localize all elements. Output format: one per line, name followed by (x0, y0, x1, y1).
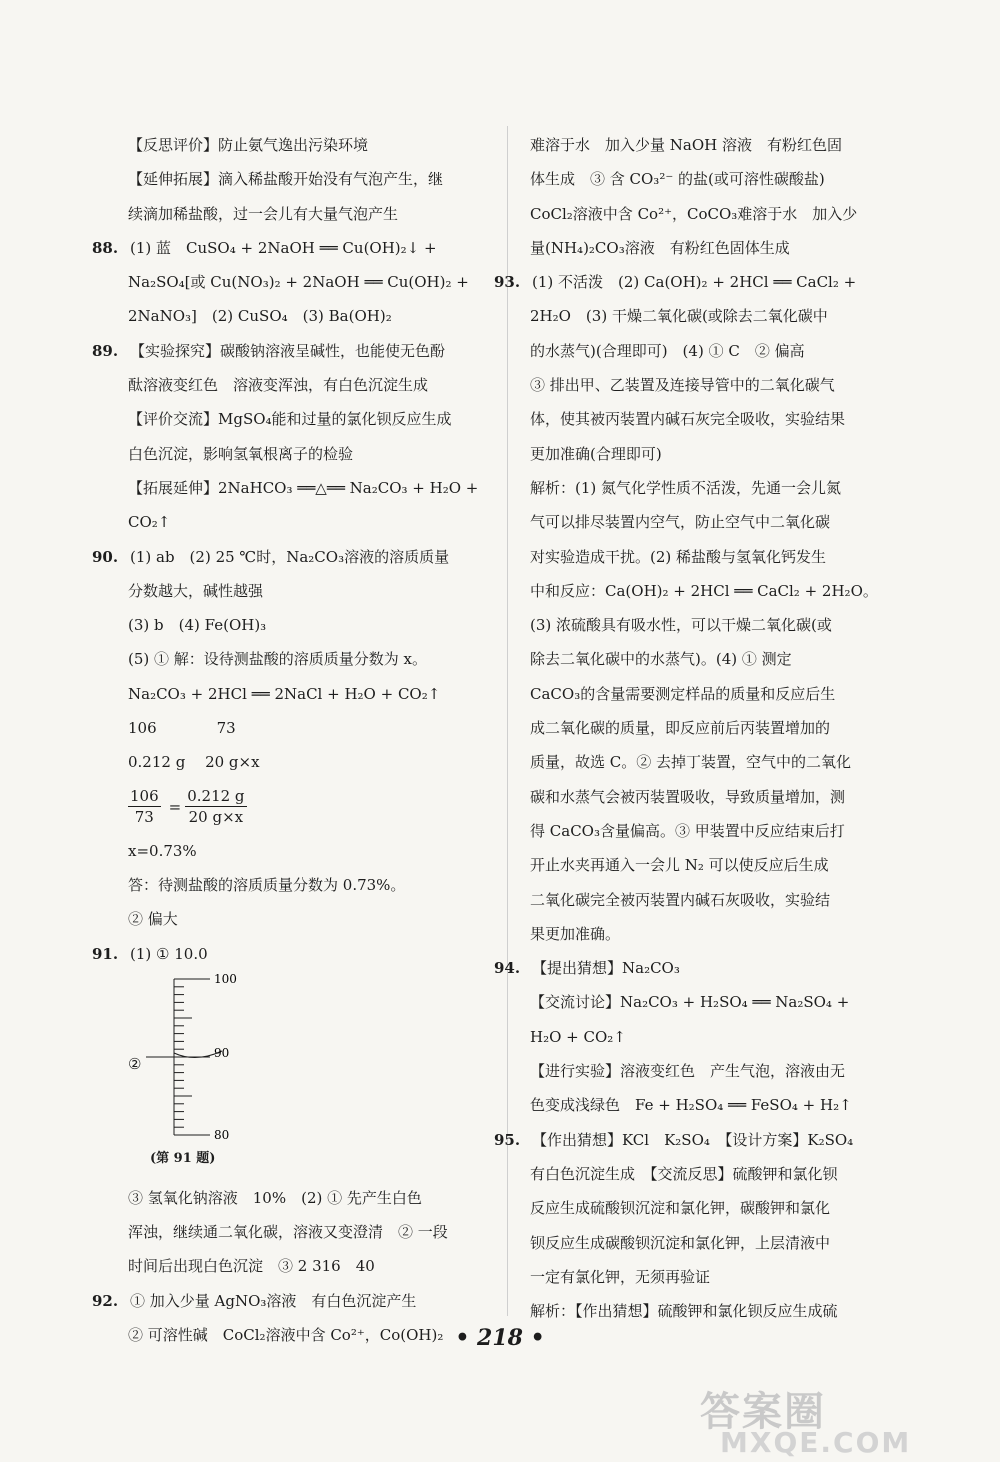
watermark-text: 答案圈 (700, 1389, 826, 1435)
text-line (530, 505, 905, 539)
line-text: 的水蒸气)(合理即可) (4) ① C ② 偏高 (530, 341, 805, 360)
figure-label: ② (128, 1054, 142, 1073)
line-text: 【实验探究】碳酸钠溶液呈碱性，也能使无色酚 (130, 341, 446, 360)
text-line (128, 608, 488, 642)
line-text: 有白色沉淀生成 【交流反思】硫酸钾和氯化钡 (530, 1164, 838, 1183)
text-line (128, 1215, 488, 1249)
text-line (128, 162, 488, 196)
text-line (530, 1020, 905, 1054)
line-text: 时间后出现白色沉淀 ③ 2 316 40 (128, 1257, 375, 1276)
question-number: 90. (92, 547, 119, 566)
text-line (128, 642, 488, 676)
question-number: 93. (494, 273, 521, 292)
tick-label-100: 100 (214, 971, 237, 986)
text-line (530, 1157, 905, 1191)
text-line (530, 162, 905, 196)
text-line (92, 334, 488, 368)
text-line (128, 437, 488, 471)
line-text: 【进行实验】溶液变红色 产生气泡，溶液由无 (530, 1062, 846, 1081)
line-text: 【交流讨论】Na₂CO₃ + H₂SO₄ ══ Na₂SO₄ + (530, 993, 850, 1012)
text-line (128, 1181, 488, 1215)
line-text: 【反思评价】防止氨气逸出污染环境 (128, 136, 369, 154)
text-line (530, 780, 905, 814)
line-text: 气可以排尽装置内空气，防止空气中二氧化碳 (530, 513, 831, 532)
text-line (128, 299, 488, 333)
line-text: 答：待测盐酸的溶质质量分数为 0.73%。 (128, 875, 406, 894)
left-column (92, 128, 488, 1352)
text-line (92, 937, 488, 971)
text-line (128, 574, 488, 608)
line-text: 更加准确(合理即可) (530, 444, 662, 463)
line-text: (3) 浓硫酸具有吸水性，可以干燥二氧化碳(或 (530, 616, 832, 635)
text-line (530, 368, 905, 402)
line-text: 碳和水蒸气会被丙装置吸收，导致质量增加，测 (530, 787, 846, 806)
line-text: CoCl₂溶液中含 Co²⁺，CoCO₃难溶于水 加入少 (530, 204, 858, 223)
line-text: 续滴加稀盐酸，过一会儿有大量气泡产生 (128, 204, 399, 223)
line-text: (1) 蓝 CuSO₄ + 2NaOH ══ Cu(OH)₂↓ + (130, 238, 437, 257)
text-line (530, 1294, 905, 1328)
graduated-cylinder-figure (128, 971, 488, 1181)
text-line (530, 642, 905, 676)
line-text: 酞溶液变红色 溶液变浑浊，有白色沉淀生成 (128, 376, 429, 395)
line-text: CO₂↑ (128, 513, 171, 532)
line-text: 量(NH₄)₂CO₃溶液 有粉红色固体生成 (530, 238, 790, 257)
line-text: (5) ① 解：设待测盐酸的溶质质量分数为 x。 (128, 650, 428, 669)
text-line (530, 1226, 905, 1260)
line-text: 解析：【作出猜想】硫酸钾和氯化钡反应生成硫 (530, 1302, 838, 1321)
line-text: 质量，故选 C。② 去掉丁装置，空气中的二氧化 (530, 753, 852, 772)
fraction-a: $\frac{106}{73}$ (130, 787, 159, 827)
question-number: 95. (494, 1130, 521, 1149)
text-line (92, 540, 488, 574)
line-text: 对实验造成干扰。(2) 稀盐酸与氢氧化钙发生 (530, 547, 827, 566)
line-text: ① 加入少量 AgNO₃溶液 有白色沉淀产生 (130, 1291, 417, 1310)
text-line (128, 471, 488, 505)
watermark-logo (640, 1380, 1000, 1460)
text-line (530, 1191, 905, 1225)
line-text: 得 CaCO₃含量偏高。③ 甲装置中反应结束后打 (530, 821, 845, 840)
text-line (530, 814, 905, 848)
line-text: H₂O + CO₂↑ (530, 1027, 626, 1046)
line-text: 难溶于水 加入少量 NaOH 溶液 有粉红色固 (530, 136, 842, 154)
question-number: 91. (92, 944, 119, 963)
fraction-b: $\frac{0.212 g}{20 g\times x}$ (187, 787, 245, 827)
question-number: 88. (92, 238, 119, 257)
line-text: 0.212 g 20 g×x (128, 753, 260, 772)
line-text: 体，使其被丙装置内碱石灰完全吸收，实验结果 (530, 410, 846, 429)
line-text: CaCO₃的含量需要测定样品的质量和反应后生 (530, 684, 836, 703)
text-line (530, 848, 905, 882)
text-line (530, 437, 905, 471)
figure-caption: (第 91 题) (150, 1150, 216, 1166)
watermark-url: MXQE.COM (720, 1426, 912, 1459)
text-line (530, 574, 905, 608)
text-line (530, 677, 905, 711)
line-text: (3) b (4) Fe(OH)₃ (128, 616, 267, 635)
question-number: 94. (494, 959, 521, 978)
text-line (530, 197, 905, 231)
line-text: 【作出猜想】KCl K₂SO₄ 【设计方案】K₂SO₄ (532, 1130, 854, 1149)
fraction-equation: $\frac{106}{73}$ = $\frac{0.212 g}{20 g\times x}$ (130, 787, 245, 827)
text-line (530, 1260, 905, 1294)
line-text: 【拓展延伸】2NaHCO₃ ══△══ Na₂CO₃ + H₂O + (128, 478, 479, 497)
line-text: 白色沉淀，影响氢氧根离子的检验 (128, 444, 354, 463)
line-text: 二氧化碳完全被丙装置内碱石灰吸收，实验结 (530, 890, 831, 909)
text-line (128, 197, 488, 231)
line-text: 开止水夹再通入一会儿 N₂ 可以使反应后生成 (530, 856, 829, 875)
text-line (128, 834, 488, 868)
text-line (530, 471, 905, 505)
text-line (128, 902, 488, 936)
line-text: (1) 不活泼 (2) Ca(OH)₂ + 2HCl ══ CaCl₂ + (532, 273, 857, 292)
text-line (530, 711, 905, 745)
line-text: 【评价交流】MgSO₄能和过量的氯化钡反应生成 (128, 410, 452, 429)
text-line (494, 1123, 905, 1157)
line-text: 果更加准确。 (530, 924, 621, 943)
text-line (128, 368, 488, 402)
question-number: 92. (92, 1291, 119, 1310)
text-line (530, 334, 905, 368)
right-column (494, 128, 905, 1328)
line-text: 2H₂O (3) 干燥二氧化碳(或除去二氧化碳中 (530, 307, 828, 326)
text-line (128, 265, 488, 299)
line-text: 分数越大，碱性越强 (128, 581, 264, 600)
line-text: Na₂CO₃ + 2HCl ══ 2NaCl + H₂O + CO₂↑ (128, 684, 441, 703)
line-text: 【延伸拓展】滴入稀盐酸开始没有气泡产生，继 (128, 170, 444, 189)
question-number: 89. (92, 341, 119, 360)
text-line (530, 883, 905, 917)
tick-label-90: 90 (214, 1045, 230, 1060)
text-line (128, 677, 488, 711)
text-line (530, 985, 905, 1019)
text-line (128, 1249, 488, 1283)
line-text: 色变成浅绿色 Fe + H₂SO₄ ══ FeSO₄ + H₂↑ (530, 1096, 852, 1115)
line-text: ③ 氢氧化钠溶液 10% (2) ① 先产生白色 (128, 1188, 422, 1207)
text-line (530, 299, 905, 333)
line-text: 中和反应：Ca(OH)₂ + 2HCl ══ CaCl₂ + 2H₂O。 (530, 581, 878, 600)
line-text: 钡反应生成碳酸钡沉淀和氯化钾，上层清液中 (530, 1233, 831, 1252)
line-text: 体生成 ③ 含 CO₃²⁻ 的盐(或可溶性碳酸盐) (530, 170, 825, 189)
text-line (128, 402, 488, 436)
line-text: 106 73 (128, 719, 236, 738)
line-text: 除去二氧化碳中的水蒸气)。(4) ① 测定 (530, 650, 792, 669)
text-line (530, 917, 905, 951)
text-line (530, 128, 905, 162)
line-text: x=0.73% (128, 841, 197, 860)
line-text: 浑浊，继续通二氧化碳，溶液又变澄清 ② 一段 (128, 1223, 448, 1242)
line-text: (1) ① 10.0 (130, 944, 208, 963)
text-line (92, 231, 488, 265)
line-text: 一定有氯化钾，无须再验证 (530, 1267, 711, 1286)
line-text: ② 可溶性碱 CoCl₂溶液中含 Co²⁺，Co(OH)₂ (128, 1326, 444, 1345)
text-line (530, 1088, 905, 1122)
text-line (128, 711, 488, 745)
text-line (530, 402, 905, 436)
line-text: Na₂SO₄[或 Cu(NO₃)₂ + 2NaOH ══ Cu(OH)₂ + (128, 273, 469, 292)
line-text: 成二氧化碳的质量，即反应前后丙装置增加的 (530, 719, 831, 738)
line-text: ③ 排出甲、乙装置及连接导管中的二氧化碳气 (530, 376, 835, 395)
line-text: 2NaNO₃] (2) CuSO₄ (3) Ba(OH)₂ (128, 307, 392, 326)
text-line (530, 231, 905, 265)
line-text: ② 偏大 (128, 910, 178, 929)
cylinder-scale-diagram (146, 973, 256, 1143)
line-text: (1) ab (2) 25 ℃时，Na₂CO₃溶液的溶质质量 (130, 547, 450, 566)
text-line (128, 868, 488, 902)
text-line (530, 1054, 905, 1088)
text-line (128, 505, 488, 539)
tick-label-80: 80 (214, 1127, 230, 1142)
text-line (494, 951, 905, 985)
text-line (530, 608, 905, 642)
page-number: • 218 • (455, 1325, 545, 1351)
text-line (128, 128, 488, 162)
text-line (530, 745, 905, 779)
text-line (530, 540, 905, 574)
line-text: 【提出猜想】Na₂CO₃ (532, 959, 680, 978)
line-text: 解析：(1) 氮气化学性质不活泼，先通一会儿氮 (530, 478, 842, 497)
text-line (128, 745, 488, 779)
text-line (494, 265, 905, 299)
line-text: 反应生成硫酸钡沉淀和氯化钾，碳酸钾和氯化 (530, 1199, 831, 1218)
text-line (92, 1284, 488, 1318)
